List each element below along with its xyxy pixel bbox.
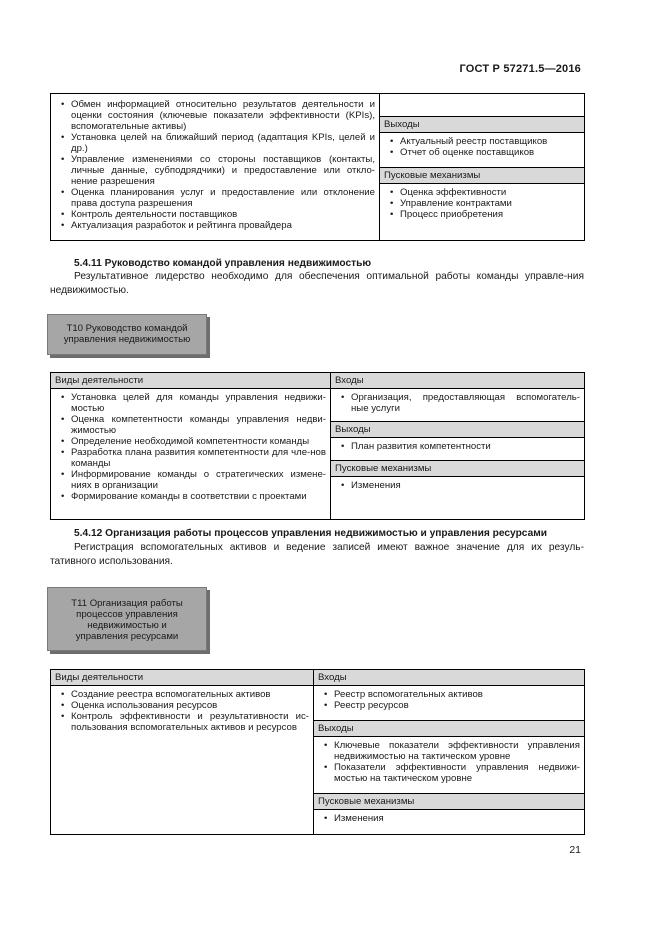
table-t10 xyxy=(50,372,585,520)
inputs-list xyxy=(331,389,584,417)
list-item: • Оценка компетентности команды управления недви-жимостью xyxy=(59,414,326,436)
inputs-header: Входы xyxy=(314,670,584,686)
section-title-5-4-12: 5.4.12 Организация работы процессов управления недвижимостью и управления ресурсами xyxy=(74,528,548,539)
list-item: • Управление изменениями со стороны поставщиков (контакты, личные данные, субподрядчики) и предоставление или откло-нение разрешения xyxy=(59,154,375,187)
list-item: • Оценка использования ресурсов xyxy=(59,700,309,711)
triggers-list xyxy=(314,810,584,827)
process-box-t10-label: T10 Руководство командой управления недвижимостью xyxy=(63,323,191,345)
list-item: • Реестр ресурсов xyxy=(322,700,580,711)
triggers-header: Пусковые механизмы xyxy=(380,168,584,184)
list-item: • Обмен информацией относительно результатов деятельности и оценки состояния (ключевые показатели эффективности (KPIs), вспомогательные активы) xyxy=(59,99,375,132)
list-item: • Организация, предоставляющая вспомогатель-ные услуги xyxy=(339,392,580,414)
list-item: • Установка целей на ближайший период (адаптация KPIs, целей и др.) xyxy=(59,132,375,154)
list-item: • Актуализация разработок и рейтинга провайдера xyxy=(59,220,375,231)
triggers-header: Пусковые механизмы xyxy=(331,461,584,477)
list-item: • Оценка планирования услуг и предоставление или отклонение права доступа разрешения xyxy=(59,187,375,209)
process-box-t10 xyxy=(47,314,207,355)
activities-header: Виды деятельности xyxy=(51,670,313,686)
list-item: • Контроль деятельности поставщиков xyxy=(59,209,375,220)
page-number: 21 xyxy=(569,844,581,856)
triggers-list xyxy=(380,184,584,223)
list-item: • Информирование команды о стратегических измене-ниях в организации xyxy=(59,469,326,491)
list-item: • Определение необходимой компетентности команды xyxy=(59,436,326,447)
outputs-list xyxy=(380,133,584,161)
section-title-5-4-11: 5.4.11 Руководство командой управления недвижимостью xyxy=(74,258,372,269)
process-box-t11-label: T11 Организация работы процессов управления недвижимостью и управления ресурсами xyxy=(71,598,183,642)
table-t11 xyxy=(50,669,585,835)
triggers-list xyxy=(331,477,584,494)
list-item: • Изменения xyxy=(339,480,580,491)
inputs-list xyxy=(314,686,584,714)
activities-list xyxy=(51,686,313,736)
list-item: • Процесс приобретения xyxy=(388,209,580,220)
list-item: • Управление контрактами xyxy=(388,198,580,209)
list-item: • Формирование команды в соответствии с проектами xyxy=(59,491,326,502)
triggers-header: Пусковые механизмы xyxy=(314,794,584,810)
list-item: • Актуальный реестр поставщиков xyxy=(388,136,580,147)
activities-header: Виды деятельности xyxy=(51,373,330,389)
list-item: • Изменения xyxy=(322,813,580,824)
section-text-5-4-12: Регистрация вспомогательных активов и ведение записей имеют важное значение для их резуль-тативного использования. xyxy=(50,542,584,567)
list-item: • Отчет об оценке поставщиков xyxy=(388,147,580,158)
table-top-continuation xyxy=(50,93,585,241)
document-id: ГОСТ Р 57271.5—2016 xyxy=(459,63,581,75)
activities-list xyxy=(51,94,379,234)
outputs-list xyxy=(331,438,584,455)
section-text-5-4-11: Результативное лидерство необходимо для обеспечения оптимальной работы команды управле-ния недвижимостью. xyxy=(50,271,584,296)
outputs-list xyxy=(314,737,584,787)
list-item: • Оценка эффективности xyxy=(388,187,580,198)
list-item: • Контроль эффективности и результативности ис-пользования вспомогательных активов и ресурсов xyxy=(59,711,309,733)
list-item: • Создание реестра вспомогательных активов xyxy=(59,689,309,700)
list-item: • Установка целей для команды управления недвижи-мостью xyxy=(59,392,326,414)
list-item: • Показатели эффективности управления недвижи-мостью на тактическом уровне xyxy=(322,762,580,784)
outputs-header: Выходы xyxy=(314,721,584,737)
list-item: • Ключевые показатели эффективности управления недвижимостью на тактическом уровне xyxy=(322,740,580,762)
list-item: • План развития компетентности xyxy=(339,441,580,452)
list-item: • Реестр вспомогательных активов xyxy=(322,689,580,700)
activities-list xyxy=(51,389,330,505)
outputs-header: Выходы xyxy=(331,422,584,438)
list-item: • Разработка плана развития компетентности для чле-нов команды xyxy=(59,447,326,469)
process-box-t11 xyxy=(47,587,207,651)
outputs-header: Выходы xyxy=(380,117,584,133)
inputs-header: Входы xyxy=(331,373,584,389)
